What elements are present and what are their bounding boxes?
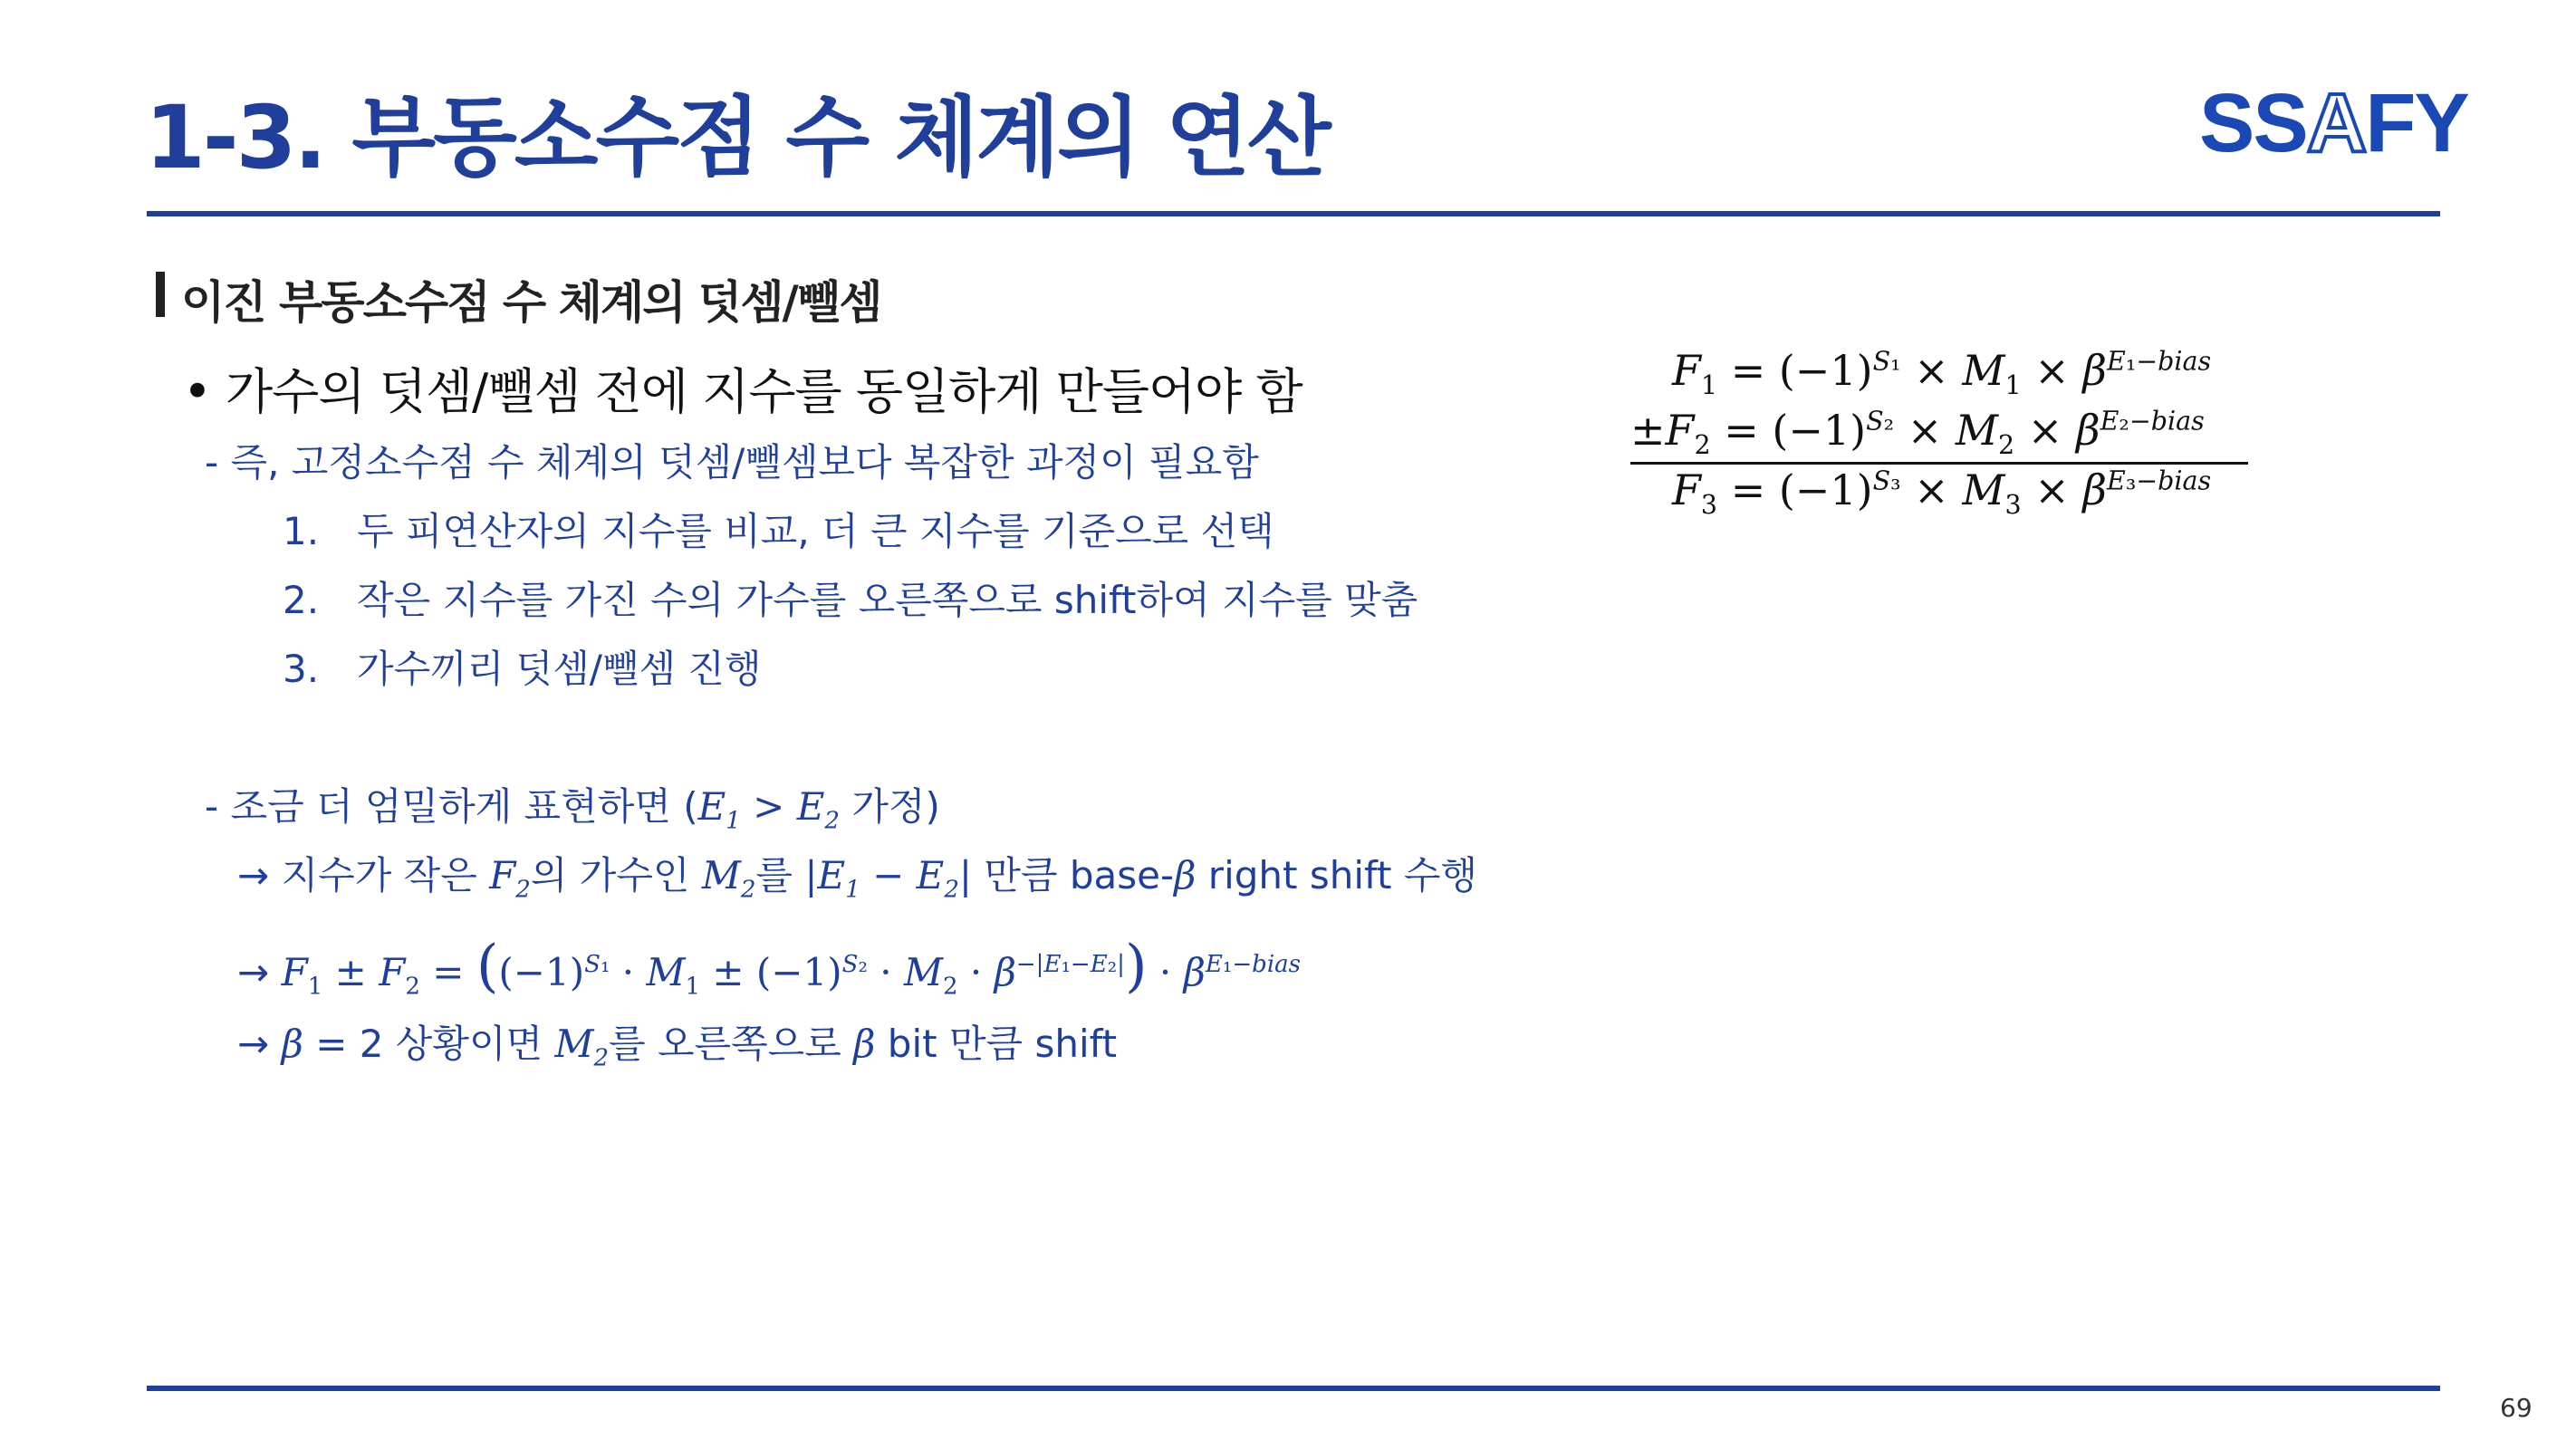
section-marker: [156, 272, 165, 317]
note-2: - 조금 더 엄밀하게 표현하면 ($E_1 > E_2$ 가정): [205, 784, 940, 835]
logo-part-a: A: [2306, 77, 2366, 169]
logo-part-f: F: [2365, 77, 2415, 169]
arrow-line-1-text: 의 가수인: [530, 853, 702, 897]
step-text: 가수끼리 덧셈/뺄셈 진행: [357, 647, 762, 691]
arrow-line-3-text: = 2 상황이면: [303, 1022, 555, 1066]
main-bullet: • 가수의 덧셈/뺄셈 전에 지수를 동일하게 만들어야 함: [183, 363, 1302, 420]
step-text: 작은 지수를 가진 수의 가수를 오른쪽으로 shift하여 지수를 맞춤: [357, 578, 1418, 622]
arrow-line-1: → 지수가 작은 $F_2$의 가수인 $M_2$를 $|E_1 - E_2|$ 만큼 base-β right shift 수행: [237, 853, 1478, 904]
step-number: 3.: [283, 647, 320, 691]
arrow-icon: →: [237, 1022, 270, 1066]
arrow-line-3-text: bit 만큼 shift: [875, 1022, 1118, 1066]
arrow-line-3-text: 를 오른쪽으로: [609, 1022, 854, 1066]
arrow-line-2: [237, 933, 1301, 1000]
arrow-line-1-text: 지수가 작은: [281, 853, 490, 897]
page-title: 1-3. 부동소수점 수 체계의 연산: [145, 87, 1329, 188]
section-heading: 이진 부동소수점 수 체계의 덧셈/뺄셈: [181, 276, 881, 329]
formula-f2: $\pm F_2 = (-1)^{S_2} \times M_2 \times \beta^{E_2-bias}$: [1630, 406, 2205, 461]
arrow-line-1-text: 를: [755, 853, 805, 897]
step-3: [283, 639, 762, 694]
formula-f1: $F_1 = (-1)^{S_1} \times M_1 \times \beta^{E_1-bias}$: [1672, 346, 2212, 401]
arrow-line-1-text: right shift 수행: [1196, 853, 1478, 897]
logo-part-ss: SS: [2199, 77, 2307, 169]
title-divider: [147, 211, 2440, 216]
formula-sum-line: [1630, 462, 2248, 465]
arrow-line-1-text: 만큼 base-: [972, 853, 1175, 897]
note-1: - 즉, 고정소수점 수 체계의 덧셈/뺄셈보다 복잡한 과정이 필요함: [205, 440, 1259, 485]
sum-formula: $F_1 \pm F_2 = ((-1)^{S_1} \cdot M_1 \pm (-1)^{S_2} \cdot M_2 \cdot \beta^{-|E_1-E_2|}) \cdot \beta^{E_1-bias}$: [281, 933, 1302, 1001]
logo-part-y: Y: [2414, 77, 2468, 169]
page-number: 69: [2500, 1393, 2533, 1423]
step-text: 두 피연산자의 지수를 비교, 더 큰 지수를 기준으로 선택: [357, 509, 1274, 553]
note-2-suffix: 가정): [839, 784, 940, 829]
formula-f3: $F_3 = (-1)^{S_3} \times M_3 \times \beta^{E_3-bias}$: [1672, 465, 2212, 521]
step-number: 1.: [283, 509, 320, 553]
footer-divider: [147, 1386, 2440, 1391]
arrow-icon: →: [237, 853, 270, 897]
step-number: 2.: [283, 578, 320, 622]
arrow-icon: →: [237, 950, 270, 994]
step-1: [283, 502, 1274, 556]
step-2: [283, 571, 1418, 625]
note-2-prefix: - 조금 더 엄밀하게 표현하면 (: [205, 784, 698, 829]
arrow-line-3: → β = 2 상황이면 $M_2$를 오른쪽으로 β bit 만큼 shift: [237, 1022, 1118, 1072]
ssafy-logo: [2199, 77, 2468, 169]
